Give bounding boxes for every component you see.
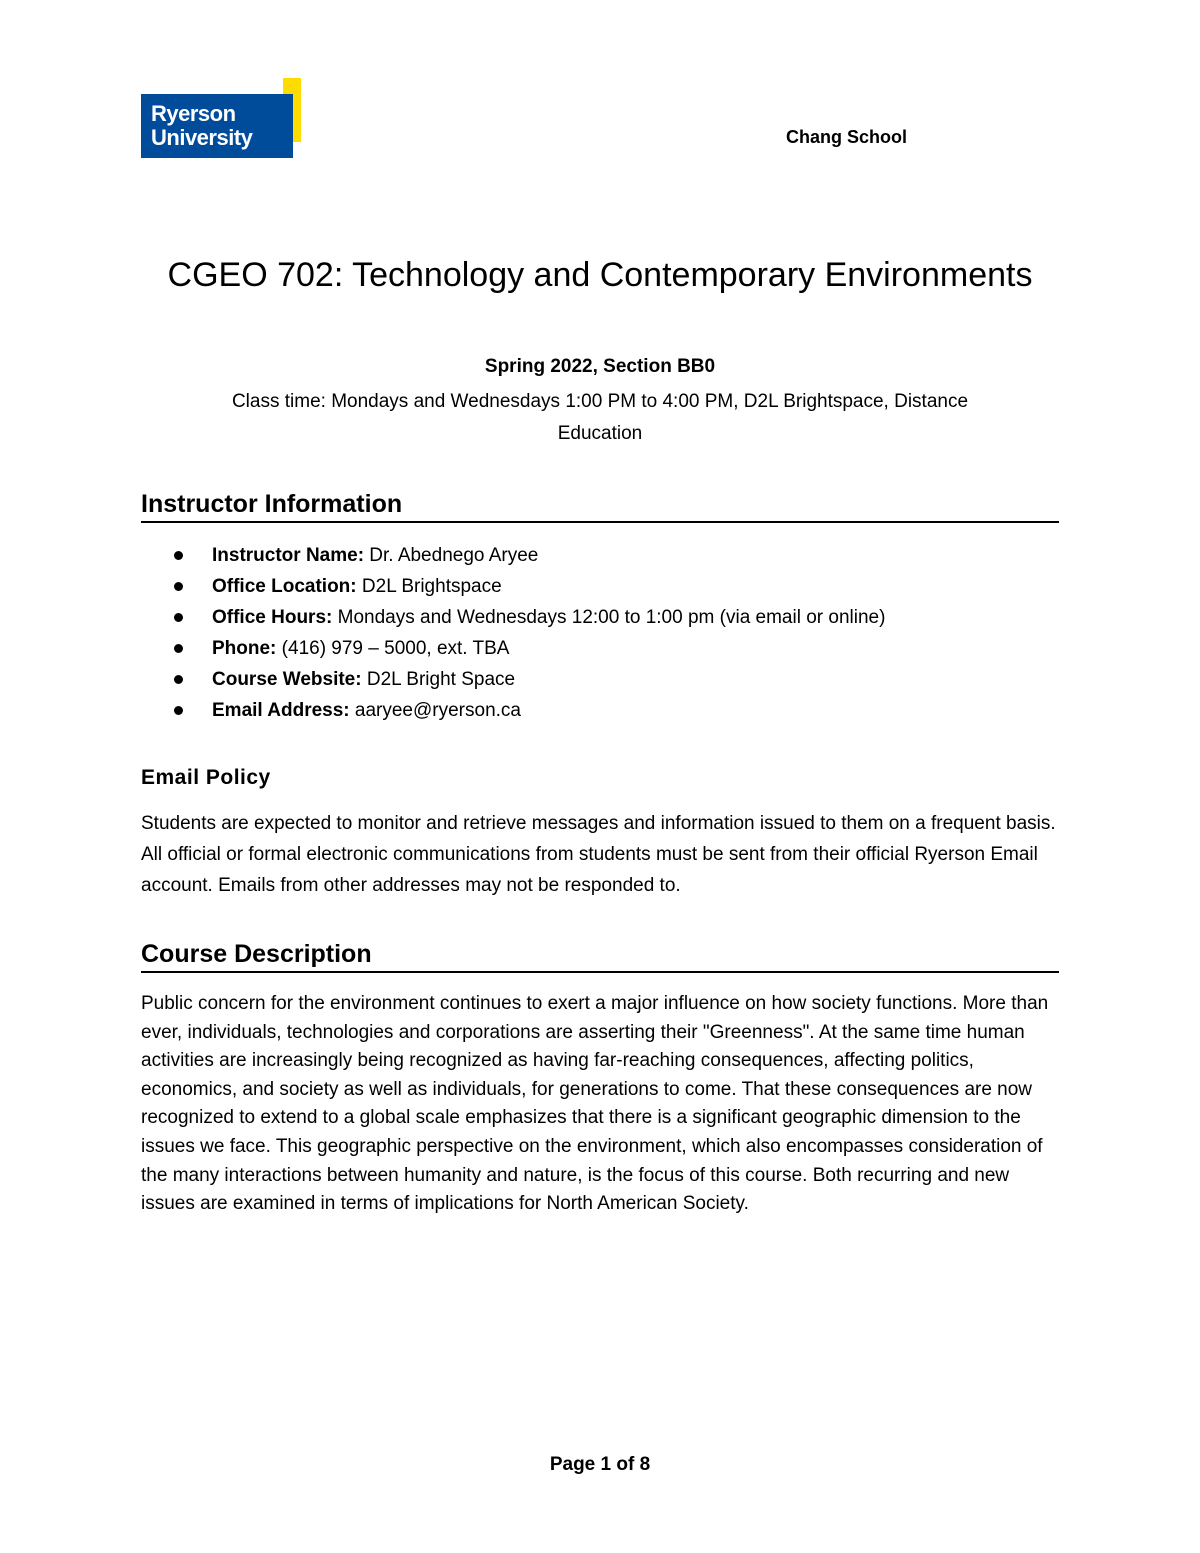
bullet-icon (174, 675, 183, 684)
email-policy-text: Students are expected to monitor and retrieve messages and information issued to them on a frequent basis. All official or formal electronic communications from students must be sent from their official Ryerson Email account. Emails from other addresses may not be responded to. (141, 813, 1056, 896)
page-number: Page 1 of 8 (549, 1454, 651, 1475)
logo-blue-block (141, 94, 293, 158)
list-item-phone (141, 633, 1059, 664)
course-description-heading: Course Description (141, 938, 1059, 973)
list-item-instructor-name (141, 540, 1059, 571)
instructor-info-list (141, 540, 1059, 726)
list-item-label: Office Hours: (212, 607, 333, 628)
list-item-label: Email Address: (212, 700, 350, 721)
list-item-value: Dr. Abednego Aryee (364, 545, 539, 566)
list-item-office-location (141, 571, 1059, 602)
list-item-label: Course Website: (212, 669, 362, 690)
list-item-label: Instructor Name: (212, 545, 365, 566)
list-item-value: D2L Bright Space (361, 669, 516, 690)
instructor-information-heading: Instructor Information (141, 488, 1059, 523)
course-title: CGEO 702: Technology and Contemporary Environments (167, 256, 1033, 294)
email-policy-heading: Email Policy (141, 766, 271, 789)
logo-text-line1: Ryerson (151, 101, 236, 126)
list-item-label: Office Location: (212, 576, 357, 597)
bullet-icon (174, 582, 183, 591)
bullet-icon (174, 644, 183, 653)
list-item-value: aaryee@ryerson.ca (349, 700, 521, 721)
bullet-icon (174, 613, 183, 622)
list-item-course-website (141, 664, 1059, 695)
list-item-email-address (141, 695, 1059, 726)
list-item-value: Mondays and Wednesdays 12:00 to 1:00 pm (via email or online) (332, 607, 886, 628)
bullet-icon (174, 706, 183, 715)
list-item-label: Phone: (212, 638, 277, 659)
list-item-office-hours (141, 602, 1059, 633)
course-description-text: Public concern for the environment continues to exert a major influence on how society functions. More than ever, individuals, technologies and corporations are asserting their "Greenness". At the same time human activities are increasingly being recognized as having far-reaching consequences, affecting politics, economics, and society as well as individuals, for generations to come. That these consequences are now recognized to extend to a global scale emphasizes that there is a significant geographic dimension to the issues we face. This geographic perspective on the environment, which also encompasses consideration of the many interactions between humanity and nature, is the focus of this course. Both recurring and new issues are examined in terms of implications for North American Society. (141, 993, 1049, 1215)
bullet-icon (174, 551, 183, 560)
list-item-value: D2L Brightspace (356, 576, 502, 597)
school-name: Chang School (786, 127, 907, 147)
logo-text-line2: University (151, 125, 253, 150)
list-item-value: (416) 979 – 5000, ext. TBA (276, 638, 510, 659)
ryerson-university-logo (141, 78, 301, 158)
class-time: Class time: Mondays and Wednesdays 1:00 PM to 4:00 PM, D2L Brightspace, Distance Education (231, 391, 969, 444)
course-term: Spring 2022, Section BB0 (484, 356, 716, 377)
